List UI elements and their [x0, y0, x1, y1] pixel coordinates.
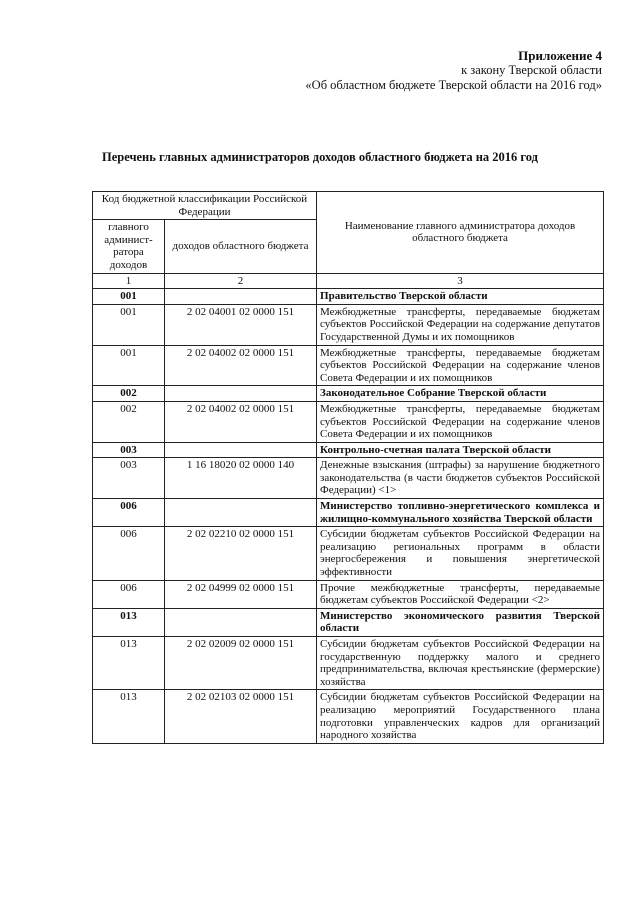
- appendix-line-2: «Об областном бюджете Тверской области на 2016 год»: [305, 78, 602, 92]
- administrator-name: Министерство топливно-энергетического комплекса и жилищно-коммунального хозяйства Тверской области: [317, 499, 604, 527]
- table-row: [93, 458, 604, 499]
- table-row: [93, 345, 604, 386]
- column-number: 2: [165, 273, 317, 289]
- administrator-name: Правительство Тверской области: [317, 289, 604, 305]
- revenue-code: [165, 499, 317, 527]
- revenue-description: Субсидии бюджетам субъектов Российской Федерации на реализацию региональных программ в области энергосбережения и повышения энергетической эффективности: [317, 527, 604, 580]
- revenue-description: Прочие межбюджетные трансферты, передаваемые бюджетам субъектов Российской Федерации <2>: [317, 580, 604, 608]
- header-name: Наименование главного администратора доходов областного бюджета: [317, 192, 604, 274]
- column-number: 3: [317, 273, 604, 289]
- administrator-name: Контрольно-счетная палата Тверской области: [317, 442, 604, 458]
- table-row: [93, 637, 604, 690]
- revenue-description: Субсидии бюджетам субъектов Российской Федерации на государственную поддержку малого и среднего предпринимательства, включая крестьянские (фермерские) хозяйства: [317, 637, 604, 690]
- revenue-description: Межбюджетные трансферты, передаваемые бюджетам субъектов Российской Федерации на содержание членов Совета Федерации и их помощников: [317, 401, 604, 442]
- column-number-row: [93, 273, 604, 289]
- admin-code: 006: [93, 527, 165, 580]
- admin-code: 002: [93, 386, 165, 402]
- revenue-code: [165, 289, 317, 305]
- table-row: [93, 442, 604, 458]
- admin-code: 013: [93, 637, 165, 690]
- admin-code: 002: [93, 401, 165, 442]
- header-row-1: [93, 192, 604, 220]
- revenue-code: 2 02 02210 02 0000 151: [165, 527, 317, 580]
- revenue-code: 1 16 18020 02 0000 140: [165, 458, 317, 499]
- revenue-code: 2 02 04002 02 0000 151: [165, 401, 317, 442]
- table-row: [93, 690, 604, 743]
- admin-code: 013: [93, 690, 165, 743]
- table-row: [93, 386, 604, 402]
- table-row: [93, 401, 604, 442]
- table-row: [93, 527, 604, 580]
- administrator-name: Министерство экономического развития Тверской области: [317, 608, 604, 636]
- appendix-block: [305, 48, 602, 93]
- table-row: [93, 304, 604, 345]
- admin-code: 001: [93, 304, 165, 345]
- administrator-name: Законодательное Собрание Тверской области: [317, 386, 604, 402]
- page-title: Перечень главных администраторов доходов областного бюджета на 2016 год: [102, 150, 538, 164]
- table-row: [93, 499, 604, 527]
- revenue-description: Денежные взыскания (штрафы) за нарушение бюджетного законодательства (в части бюджетов субъектов Российской Федерации) <1>: [317, 458, 604, 499]
- admin-code: 006: [93, 580, 165, 608]
- administrators-table: [92, 191, 604, 744]
- admin-code: 003: [93, 458, 165, 499]
- header-classification-code: Код бюджетной классификации Российской Федерации: [93, 192, 317, 220]
- header-admin-code: главного админист-ратора доходов: [93, 220, 165, 273]
- revenue-code: 2 02 04001 02 0000 151: [165, 304, 317, 345]
- revenue-code: 2 02 02103 02 0000 151: [165, 690, 317, 743]
- revenue-description: Межбюджетные трансферты, передаваемые бюджетам субъектов Российской Федерации на содержание депутатов Государственной Думы и их помощников: [317, 304, 604, 345]
- revenue-code: [165, 442, 317, 458]
- revenue-description: Субсидии бюджетам субъектов Российской Федерации на реализацию мероприятий Государственного плана подготовки управленческих кадров для организаций народного хозяйства: [317, 690, 604, 743]
- table-row: [93, 289, 604, 305]
- admin-code: 001: [93, 289, 165, 305]
- revenue-code: 2 02 02009 02 0000 151: [165, 637, 317, 690]
- column-number: 1: [93, 273, 165, 289]
- revenue-code: [165, 386, 317, 402]
- revenue-description: Межбюджетные трансферты, передаваемые бюджетам субъектов Российской Федерации на содержание членов Совета Федерации и их помощников: [317, 345, 604, 386]
- admin-code: 013: [93, 608, 165, 636]
- appendix-title: Приложение 4: [518, 48, 602, 63]
- admin-code: 001: [93, 345, 165, 386]
- table-row: [93, 580, 604, 608]
- revenue-code: 2 02 04999 02 0000 151: [165, 580, 317, 608]
- revenue-code: 2 02 04002 02 0000 151: [165, 345, 317, 386]
- admin-code: 003: [93, 442, 165, 458]
- revenue-code: [165, 608, 317, 636]
- appendix-line-1: к закону Тверской области: [461, 63, 602, 77]
- admin-code: 006: [93, 499, 165, 527]
- header-revenue-code: доходов областного бюджета: [165, 220, 317, 273]
- table-row: [93, 608, 604, 636]
